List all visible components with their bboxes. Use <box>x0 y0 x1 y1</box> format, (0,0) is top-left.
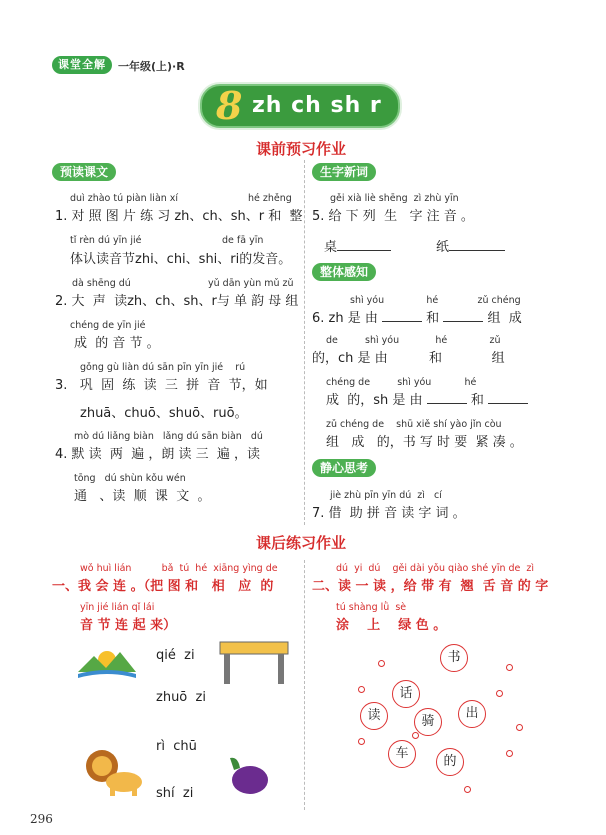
syllable-shizi[interactable]: shí zi <box>156 786 194 801</box>
pre-section-title: 课前预习作业 <box>256 140 347 158</box>
column-divider-top <box>304 160 305 525</box>
post-right-pinyin: dú yi dú gěi dài yǒu qiào shé yīn de zì <box>336 563 535 574</box>
q5-text: 5. 给 下 列 生 字 注 音 。 <box>312 209 474 224</box>
brand-badge: 课堂全解 <box>52 56 112 74</box>
answer-blank[interactable] <box>488 403 528 404</box>
sunrise-image[interactable] <box>76 640 138 682</box>
character-cloud <box>346 640 566 800</box>
new-words-label: 生字新词 <box>312 163 376 181</box>
char-circle[interactable]: 话 <box>392 680 420 708</box>
grade-label: 一年级(上)·R <box>118 60 185 73</box>
lesson-number: 8 <box>216 83 243 128</box>
q1-text: 1. 对 照 图 片 练 习 zh、ch、sh、r 和 整 <box>55 209 303 224</box>
post-section-title: 课后练习作业 <box>256 534 347 552</box>
q6-text-4: 组 成 的，书 写 时 要 紧 凑 。 <box>326 435 523 450</box>
q6-pinyin-2: de shì yóu hé zǔ <box>326 335 501 346</box>
answer-blank[interactable] <box>443 321 483 322</box>
q6-pinyin-4: zǔ chéng de shū xiě shí yào jǐn còu <box>326 419 502 430</box>
q5-pinyin: gěi xià liè shēng zì zhù yīn <box>330 193 459 204</box>
syllable-zhuozi[interactable]: zhuō zi <box>156 690 206 705</box>
answer-blank[interactable] <box>382 321 422 322</box>
q6-text-a: 6. zh 是 由 <box>312 311 378 326</box>
q3-text-2: zhuā、chuō、shuō、ruō。 <box>80 406 248 421</box>
q1-pinyin-b: hé zhěng <box>248 193 292 204</box>
q3-pinyin: gǒng gù liàn dú sān pīn yīn jié rú <box>80 362 246 373</box>
post-left-instruction-2: 音 节 连 起 来） <box>80 618 177 633</box>
answer-blank[interactable] <box>449 250 505 251</box>
table-image[interactable] <box>218 640 290 686</box>
q2-text: 2. 大 声 读zh、ch、sh、r与 单 韵 母 组 <box>55 294 299 309</box>
q6-text <box>312 307 522 326</box>
q6-text-c: 组 成 <box>487 311 522 326</box>
q5-word-2 <box>436 236 505 255</box>
red-dot <box>464 786 471 793</box>
word-zhi: 纸 <box>436 240 450 255</box>
q6-pinyin-3: chéng de shì yóu hé <box>326 377 477 388</box>
char-circle[interactable]: 读 <box>360 702 388 730</box>
char-circle[interactable]: 出 <box>458 700 486 728</box>
overall-perception-label: 整体感知 <box>312 263 376 281</box>
q6-pinyin: shì yóu hé zǔ chéng <box>350 295 521 306</box>
post-right-instruction: 二、读 一 读 ，给 带 有 翘 舌 音 的 字 <box>312 579 549 594</box>
q2-text-2: 成 的 音 节 。 <box>74 336 160 351</box>
syllable-richu[interactable]: rì chū <box>156 739 197 754</box>
q1-text-2: 体认读音节zhi、chi、shi、ri的发音。 <box>70 252 292 267</box>
column-divider-bottom <box>304 560 305 810</box>
lion-image[interactable] <box>84 748 146 798</box>
q4-text-2: 通 、读 顺 课 文 。 <box>74 489 211 504</box>
q2-pinyin-2: chéng de yīn jié <box>70 320 146 331</box>
post-right-instruction-2: 涂 上 绿 色 。 <box>336 618 447 633</box>
reflection-label: 静心思考 <box>312 459 376 477</box>
lesson-banner <box>200 84 400 128</box>
answer-blank[interactable] <box>337 250 391 251</box>
q3-text: 3. 巩 固 练 读 三 拼 音 节，如 <box>55 378 268 393</box>
post-left-pinyin: wǒ huì lián bǎ tú hé xiāng yìng de <box>80 563 278 574</box>
char-circle[interactable]: 骑 <box>414 708 442 736</box>
red-dot <box>412 732 419 739</box>
syllable-qiezi[interactable]: qié zi <box>156 648 195 663</box>
q4-pinyin-2: tōng dú shùn kǒu wén <box>74 473 186 484</box>
char-circle[interactable]: 车 <box>388 740 416 768</box>
q6-text-3a: 成 的，sh 是 由 <box>326 393 423 408</box>
q5-word-1 <box>324 236 391 255</box>
q7-pinyin: jiè zhù pīn yīn dú zì cí <box>330 490 442 501</box>
page-number: 296 <box>30 812 53 826</box>
red-dot <box>496 690 503 697</box>
q6-text-b: 和 <box>426 311 440 326</box>
lesson-title: zh ch sh r <box>252 93 382 118</box>
read-text-label: 预读课文 <box>52 163 116 181</box>
post-left-instruction: 一、我 会 连 。（把 图 和 相 应 的 <box>52 579 274 594</box>
post-right-pinyin-2: tú shàng lǜ sè <box>336 602 407 613</box>
q1-pinyin-2b: de fā yīn <box>222 235 264 246</box>
q7-text: 7. 借 助 拼 音 读 字 词 。 <box>312 506 466 521</box>
red-dot <box>378 660 385 667</box>
red-dot <box>516 724 523 731</box>
q6-text-3b: 和 <box>470 393 484 408</box>
char-circle[interactable]: 书 <box>440 644 468 672</box>
red-dot <box>358 738 365 745</box>
post-left-pinyin-2: yīn jié lián qǐ lái <box>80 602 155 613</box>
q2-pinyin-b: yǔ dān yùn mǔ zǔ <box>208 278 294 289</box>
q6-text-3 <box>326 389 528 408</box>
red-dot <box>506 750 513 757</box>
red-dot <box>358 686 365 693</box>
q2-pinyin: dà shēng dú <box>72 278 131 289</box>
q1-pinyin-2: tǐ rèn dú yīn jié <box>70 235 142 246</box>
q4-text: 4. 默 读 两 遍 ，朗 读 三 遍 ，读 <box>55 447 260 462</box>
q1-pinyin: duì zhào tú piàn liàn xí <box>70 193 179 204</box>
q4-pinyin: mò dú liǎng biàn lǎng dú sān biàn dú <box>74 431 263 442</box>
red-dot <box>506 664 513 671</box>
answer-blank[interactable] <box>427 403 467 404</box>
word-zhuo: 桌 <box>324 240 338 255</box>
q6-text-2: 的，ch 是 由 和 组 <box>312 351 505 366</box>
eggplant-image[interactable] <box>224 752 272 800</box>
char-circle[interactable]: 的 <box>436 748 464 776</box>
